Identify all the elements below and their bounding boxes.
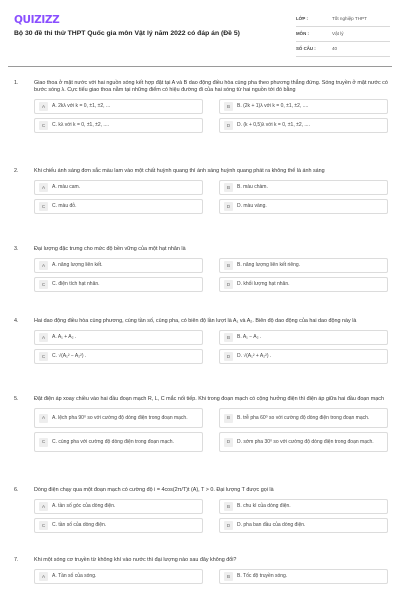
question-4 xyxy=(14,318,388,364)
option-text: D. (k + 0,5)λ với k = 0, ±1, ±2, .... xyxy=(237,122,310,129)
option-letter: D xyxy=(224,280,233,289)
question-2 xyxy=(14,168,388,214)
option-text: A. Tần số của sóng. xyxy=(52,573,97,580)
question-text: Giao thoa ở mặt nước với hai nguồn sóng kết hợp đặt tại A và B dao động điều hòa cùng pha theo phương thẳng đứng. Sóng truyền ở mặt nước có bước sóng λ. Cực tiểu giao thoa nằm tại những điểm có hiệu đường đi của hai sóng từ hai nguồn tới đó bằng xyxy=(34,80,388,94)
option-letter: B xyxy=(224,261,233,270)
question-number: 4. xyxy=(14,318,19,324)
option-text: D. sớm pha 30⁰ so với cường độ dòng điện trong đoạn mạch. xyxy=(237,438,374,445)
option-a[interactable] xyxy=(34,258,203,273)
option-b[interactable] xyxy=(219,408,388,428)
meta-value: Tốt nghiệp THPT xyxy=(332,16,367,22)
option-letter: B xyxy=(224,333,233,342)
option-letter: D xyxy=(224,521,233,530)
option-text: A. lệch pha 90⁰ so với cường độ dòng điện trong đoạn mạch. xyxy=(52,414,188,421)
option-letter: B xyxy=(224,572,233,581)
question-number: 6. xyxy=(14,487,19,493)
option-letter: A xyxy=(39,183,48,192)
option-letter: C xyxy=(39,521,48,530)
option-letter: B xyxy=(224,183,233,192)
option-a[interactable] xyxy=(34,569,203,584)
option-text: C. điện tích hạt nhân. xyxy=(52,281,100,288)
question-text: Khi một sóng cơ truyền từ không khí vào nước thì đại lượng nào sau đây không đổi? xyxy=(34,557,237,563)
option-a[interactable] xyxy=(34,330,203,345)
meta-row-class xyxy=(296,12,390,27)
question-text: Đặt điện áp xoay chiều vào hai đầu đoạn mạch R, L, C mắc nối tiếp. Khi trong đoạn mạch có cộng hưởng điện thì điện áp giữa hai đầu đoạn mạch xyxy=(34,396,384,402)
option-c[interactable] xyxy=(34,432,203,452)
option-letter: A xyxy=(39,261,48,270)
option-letter: C xyxy=(39,280,48,289)
question-number: 7. xyxy=(14,557,19,563)
option-b[interactable] xyxy=(219,180,388,195)
option-text: D. màu vàng. xyxy=(237,203,267,210)
option-letter: B xyxy=(224,502,233,511)
option-text: B. năng lượng liên kết riêng. xyxy=(237,262,301,269)
option-text: A. năng lượng liên kết. xyxy=(52,262,103,269)
meta-info-table xyxy=(296,12,390,57)
option-text: B. Tốc độ truyền sóng. xyxy=(237,573,288,580)
option-text: C. màu đỏ. xyxy=(52,203,77,210)
question-5 xyxy=(14,396,388,452)
option-letter: C xyxy=(39,438,48,447)
question-number: 1. xyxy=(14,80,19,86)
option-letter: D xyxy=(224,438,233,447)
option-letter: D xyxy=(224,202,233,211)
option-text: C. cùng pha với cường độ dòng điện trong đoạn mạch. xyxy=(52,438,174,445)
option-a[interactable] xyxy=(34,408,203,428)
option-text: D. khối lượng hạt nhân. xyxy=(237,281,290,288)
option-c[interactable] xyxy=(34,277,203,292)
option-a[interactable] xyxy=(34,180,203,195)
question-number: 3. xyxy=(14,246,19,252)
option-d[interactable] xyxy=(219,349,388,364)
option-letter: B xyxy=(224,414,233,423)
option-text: A. tần số góc của dòng điện. xyxy=(52,503,116,510)
option-letter: C xyxy=(39,121,48,130)
question-number: 2. xyxy=(14,168,19,174)
option-d[interactable] xyxy=(219,118,388,133)
meta-row-subject xyxy=(296,27,390,42)
option-c[interactable] xyxy=(34,199,203,214)
option-letter: A xyxy=(39,333,48,342)
question-number: 5. xyxy=(14,396,19,402)
option-letter: C xyxy=(39,352,48,361)
option-b[interactable] xyxy=(219,330,388,345)
option-text: D. √(A₁² + A₂²) . xyxy=(237,353,272,360)
option-c[interactable] xyxy=(34,518,203,533)
option-c[interactable] xyxy=(34,118,203,133)
option-text: A. A₁ + A₂ . xyxy=(52,334,77,341)
option-letter: C xyxy=(39,202,48,211)
option-b[interactable] xyxy=(219,499,388,514)
option-letter: A xyxy=(39,102,48,111)
option-text: C. kλ với k = 0, ±1, ±2, .... xyxy=(52,122,109,129)
option-text: C. √(A₁² − A₂²) . xyxy=(52,353,87,360)
option-text: B. trễ pha 60⁰ so với cường độ dòng điện trong đoạn mạch. xyxy=(237,414,370,421)
option-letter: D xyxy=(224,352,233,361)
meta-label: SỐ CÂU : xyxy=(296,46,316,52)
option-letter: D xyxy=(224,121,233,130)
option-d[interactable] xyxy=(219,199,388,214)
question-text: Dòng điện chạy qua một đoạn mạch có cường độ i = 4cos(2π/T)t (A), T > 0. Đại lượng T được gọi là xyxy=(34,487,274,493)
option-d[interactable] xyxy=(219,277,388,292)
option-b[interactable] xyxy=(219,258,388,273)
question-text: Đại lượng đặc trưng cho mức độ bền vững của một hạt nhân là xyxy=(34,246,186,252)
option-text: B. màu chàm. xyxy=(237,184,268,191)
meta-label: LỚP : xyxy=(296,16,308,22)
option-letter: A xyxy=(39,414,48,423)
option-b[interactable] xyxy=(219,569,388,584)
option-d[interactable] xyxy=(219,432,388,452)
question-7 xyxy=(14,557,388,584)
option-text: A. màu cam. xyxy=(52,184,81,191)
quizizz-logo: QUIZIZZ xyxy=(14,14,60,26)
option-a[interactable] xyxy=(34,499,203,514)
option-text: D. pha ban đầu của dòng điện. xyxy=(237,522,306,529)
option-text: B. chu kì của dòng điện. xyxy=(237,503,291,510)
option-text: B. (2k + 1)λ với k = 0, ±1, ±2, .... xyxy=(237,103,309,110)
option-b[interactable] xyxy=(219,99,388,114)
question-3 xyxy=(14,246,388,292)
question-1 xyxy=(14,80,388,133)
question-text: Hai dao động điều hòa cùng phương, cùng tần số, cùng pha, có biên độ lần lượt là A₁ và A₂. Biên độ dao động của hai dao động này là xyxy=(34,318,357,324)
option-text: C. tần số của dòng điện. xyxy=(52,522,107,529)
question-6 xyxy=(14,487,388,533)
meta-label: MÔN : xyxy=(296,31,309,37)
meta-value: Vật lý xyxy=(332,31,344,37)
meta-row-count xyxy=(296,42,390,57)
header-divider xyxy=(8,66,392,67)
option-a[interactable] xyxy=(34,99,203,114)
option-text: B. A₁ − A₂ . xyxy=(237,334,262,341)
option-letter: A xyxy=(39,502,48,511)
question-text: Khi chiếu ánh sáng đơn sắc màu lam vào một chất huỳnh quang thì ánh sáng huỳnh quang phát ra không thể là ánh sáng xyxy=(34,168,325,174)
option-c[interactable] xyxy=(34,349,203,364)
option-letter: B xyxy=(224,102,233,111)
meta-value: 40 xyxy=(332,46,338,52)
option-d[interactable] xyxy=(219,518,388,533)
option-letter: A xyxy=(39,572,48,581)
page-title: Bộ 30 đề thi thử THPT Quốc gia môn Vật lý năm 2022 có đáp án (Đề 5) xyxy=(14,30,240,37)
option-text: A. 2kλ với k = 0, ±1, ±2, ... xyxy=(52,103,111,110)
